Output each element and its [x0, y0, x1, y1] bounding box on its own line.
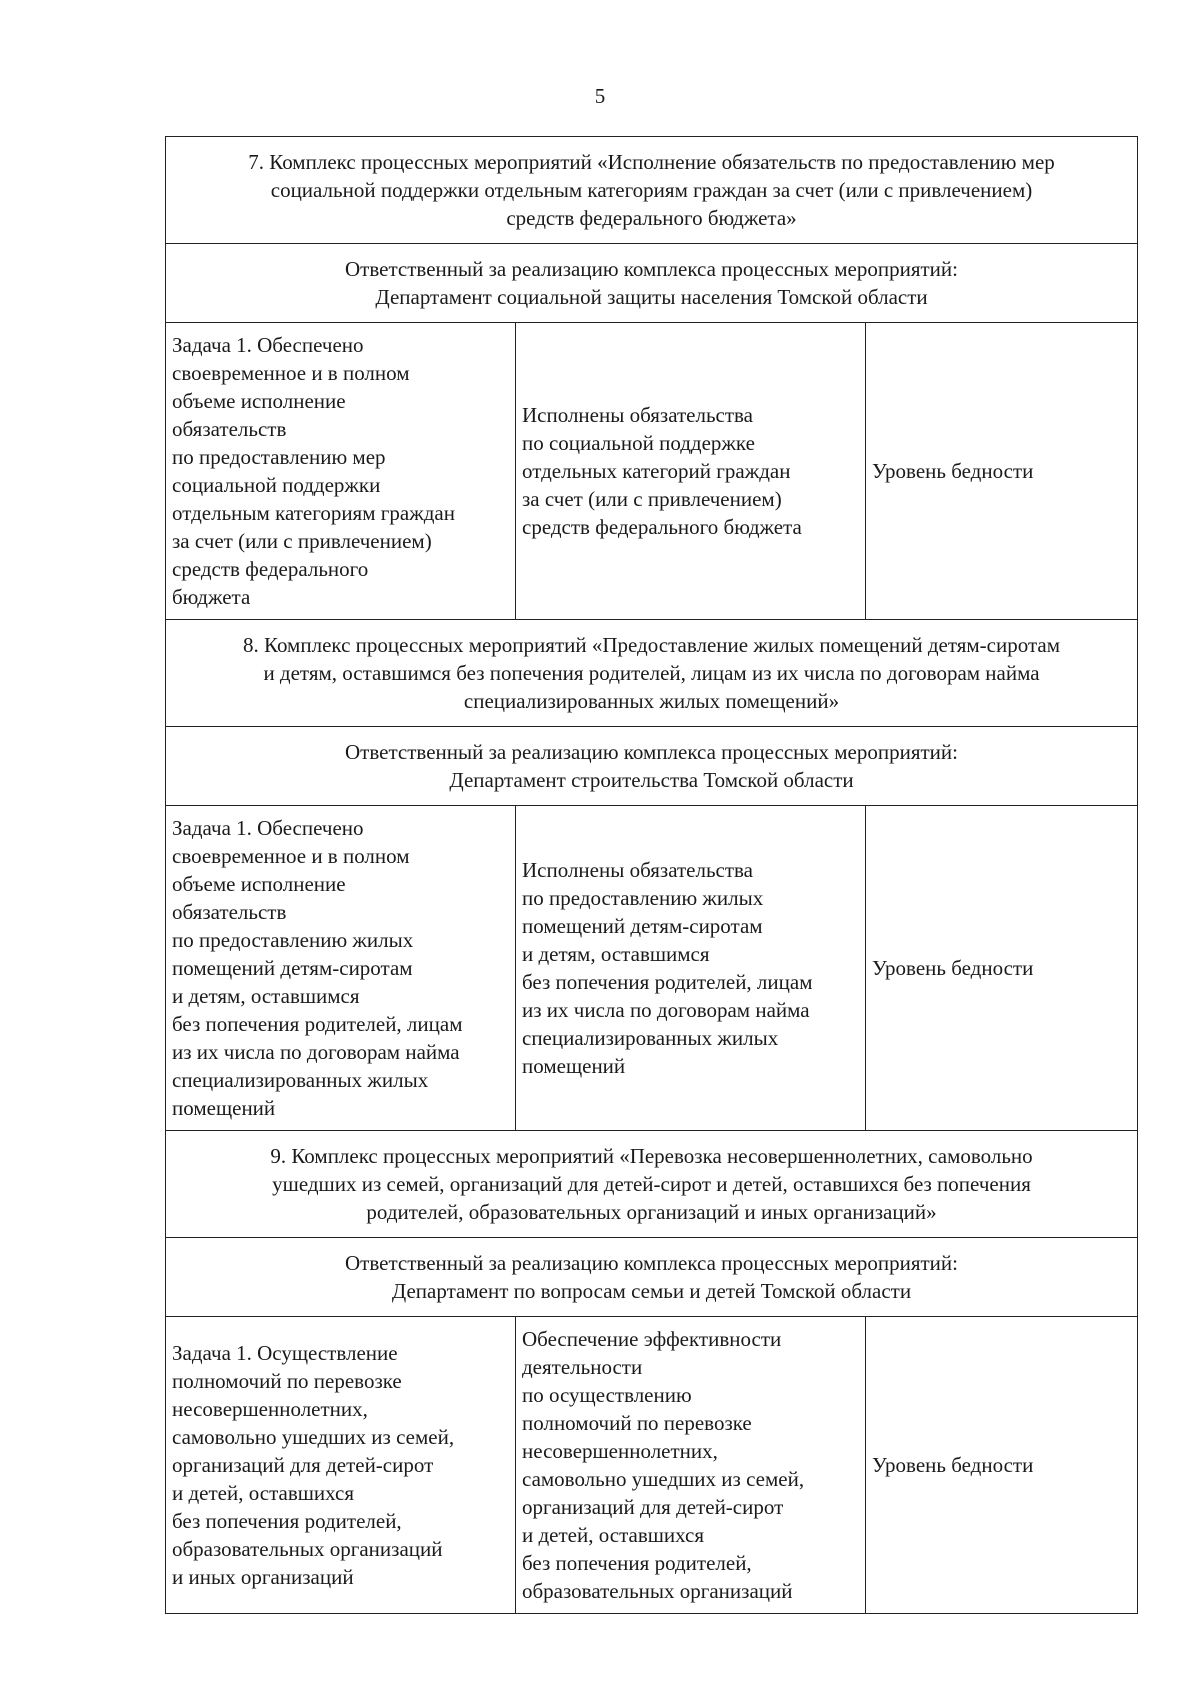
text-line: Ответственный за реализацию комплекса процессных мероприятий: [345, 740, 958, 764]
complex-title [166, 137, 1138, 244]
text-line: Исполнены обязательства [522, 403, 753, 427]
process-complexes-table [165, 136, 1138, 1614]
text-line: без попечения родителей, лицам [172, 1012, 463, 1036]
text-line: Департамент строительства Томской области [449, 768, 854, 792]
text-line: своевременное и в полном [172, 361, 410, 385]
result-cell [516, 323, 866, 620]
text-line: обязательств [172, 900, 287, 924]
task-cell [166, 1317, 516, 1614]
text-line: Задача 1. Осуществление [172, 1341, 398, 1365]
text-line: родителей, образовательных организаций и иных организаций» [366, 1200, 937, 1224]
task-row [166, 1317, 1138, 1614]
text-line: своевременное и в полном [172, 844, 410, 868]
text-line: Ответственный за реализацию комплекса процессных мероприятий: [345, 1251, 958, 1275]
text-line: Обеспечение эффективности [522, 1327, 782, 1351]
text-line: образовательных организаций [522, 1579, 793, 1603]
text-line: и детей, оставшихся [522, 1523, 705, 1547]
text-line: социальной поддержки [172, 473, 381, 497]
text-line: Исполнены обязательства [522, 858, 753, 882]
result-cell [516, 1317, 866, 1614]
text-line: помещений [522, 1054, 626, 1078]
text-line: и детям, оставшимся [172, 984, 360, 1008]
text-line: по предоставлению жилых [522, 886, 764, 910]
text-line: самовольно ушедших из семей, [172, 1425, 455, 1449]
task-cell [166, 806, 516, 1131]
text-line: средств федерального бюджета [522, 515, 802, 539]
responsible-row [166, 727, 1138, 806]
complex-title [166, 1131, 1138, 1238]
text-line: средств федерального [172, 557, 369, 581]
text-line: социальной поддержки отдельным категориям граждан за счет (или с привлечением) [270, 178, 1033, 202]
responsible-department [166, 1238, 1138, 1317]
indicator-text: Уровень бедности [872, 1453, 1034, 1477]
text-line: из их числа по договорам найма [522, 998, 810, 1022]
indicator-cell [866, 806, 1138, 1131]
text-line: организаций для детей-сирот [522, 1495, 784, 1519]
text-line: ушедших из семей, организаций для детей-сирот и детей, оставшихся без попечения [272, 1172, 1031, 1196]
text-line: специализированных жилых [522, 1026, 779, 1050]
indicator-cell [866, 323, 1138, 620]
text-line: Департамент социальной защиты населения Томской области [375, 285, 928, 309]
indicator-text: Уровень бедности [872, 956, 1034, 980]
text-line: Задача 1. Обеспечено [172, 816, 364, 840]
text-line: без попечения родителей, лицам [522, 970, 813, 994]
text-line: Департамент по вопросам семьи и детей Томской области [391, 1279, 912, 1303]
indicator-cell [866, 1317, 1138, 1614]
text-line: помещений детям-сиротам [172, 956, 413, 980]
text-line: и детей, оставшихся [172, 1481, 355, 1505]
text-line: полномочий по перевозке [172, 1369, 402, 1393]
text-line: самовольно ушедших из семей, [522, 1467, 805, 1491]
indicator-text: Уровень бедности [872, 459, 1034, 483]
text-line: и детям, оставшимся [522, 942, 710, 966]
text-line: специализированных жилых помещений» [463, 689, 840, 713]
text-line: объеме исполнение [172, 872, 346, 896]
complex-title [166, 620, 1138, 727]
text-line: Ответственный за реализацию комплекса процессных мероприятий: [345, 257, 958, 281]
text-line: по социальной поддержке [522, 431, 755, 455]
text-line: отдельным категориям граждан [172, 501, 455, 525]
task-cell [166, 323, 516, 620]
text-line: объеме исполнение [172, 389, 346, 413]
responsible-department [166, 727, 1138, 806]
complex-title-row [166, 137, 1138, 244]
text-line: специализированных жилых [172, 1068, 429, 1092]
task-row [166, 323, 1138, 620]
text-line: по предоставлению мер [172, 445, 386, 469]
complex-title-row [166, 1131, 1138, 1238]
responsible-department [166, 244, 1138, 323]
text-line: 8. Комплекс процессных мероприятий «Предоставление жилых помещений детям-сиротам [243, 633, 1060, 657]
text-line: 9. Комплекс процессных мероприятий «Перевозка несовершеннолетних, самовольно [270, 1144, 1033, 1168]
text-line: помещений детям-сиротам [522, 914, 763, 938]
complex-title-row [166, 620, 1138, 727]
text-line: бюджета [172, 585, 251, 609]
text-line: без попечения родителей, [522, 1551, 752, 1575]
text-line: несовершеннолетних, [522, 1439, 718, 1463]
text-line: полномочий по перевозке [522, 1411, 752, 1435]
text-line: за счет (или с привлечением) [172, 529, 432, 553]
text-line: и детям, оставшимся без попечения родителей, лицам из их числа по договорам найма [263, 661, 1040, 685]
responsible-row [166, 244, 1138, 323]
text-line: и иных организаций [172, 1565, 354, 1589]
text-line: помещений [172, 1096, 276, 1120]
text-line: обязательств [172, 417, 287, 441]
text-line: несовершеннолетних, [172, 1397, 368, 1421]
page-number: 5 [594, 84, 606, 108]
result-cell [516, 806, 866, 1131]
text-line: за счет (или с привлечением) [522, 487, 782, 511]
text-line: из их числа по договорам найма [172, 1040, 460, 1064]
text-line: образовательных организаций [172, 1537, 443, 1561]
text-line: по осуществлению [522, 1383, 692, 1407]
text-line: Задача 1. Обеспечено [172, 333, 364, 357]
responsible-row [166, 1238, 1138, 1317]
text-line: без попечения родителей, [172, 1509, 402, 1533]
task-row [166, 806, 1138, 1131]
text-line: отдельных категорий граждан [522, 459, 791, 483]
text-line: по предоставлению жилых [172, 928, 414, 952]
text-line: 7. Комплекс процессных мероприятий «Исполнение обязательств по предоставлению мер [248, 150, 1055, 174]
text-line: средств федерального бюджета» [506, 206, 797, 230]
text-line: организаций для детей-сирот [172, 1453, 434, 1477]
text-line: деятельности [522, 1355, 643, 1379]
